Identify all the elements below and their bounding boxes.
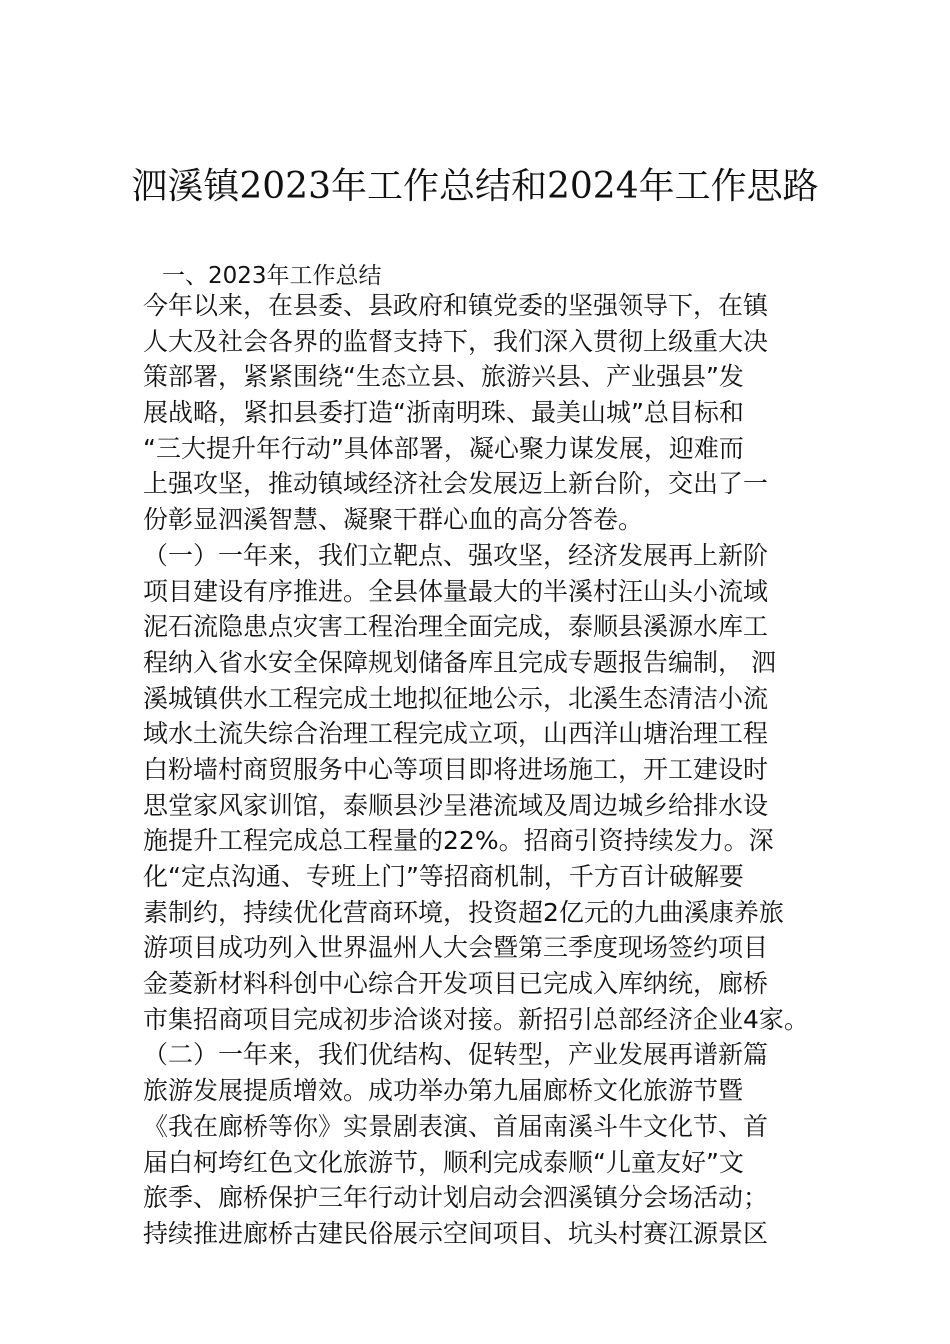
body-line: 项目建设有序推进。全县体量最大的半溪村汪山头小流域 bbox=[143, 576, 769, 606]
body-line: 素制约，持续优化营商环境，投资超2亿元的九曲溪康养旅 bbox=[143, 897, 784, 927]
body-line: 展战略，紧扣县委打造“浙南明珠、最美山城”总目标和 bbox=[143, 398, 744, 428]
body-line: 思堂家风家训馆，泰顺县沙呈港流域及周边城乡给排水设 bbox=[143, 790, 769, 820]
body-line: 市集招商项目完成初步洽谈对接。新招引总部经济企业4家。 bbox=[143, 1004, 809, 1034]
body-line: 持续推进廊桥古建民俗展示空间项目、坑头村赛江源景区 bbox=[143, 1218, 769, 1248]
body-line: 程纳入省水安全保障规划储备库且完成专题报告编制， 泗 bbox=[143, 647, 776, 677]
body-line: 溪城镇供水工程完成土地拟征地公示，北溪生态清洁小流 bbox=[143, 683, 769, 713]
body-line: 上强攻坚，推动镇域经济社会发展迈上新台阶，交出了一 bbox=[143, 469, 769, 499]
body-line: 人大及社会各界的监督支持下，我们深入贯彻上级重大决 bbox=[143, 326, 769, 356]
body-line: 旅季、廊桥保护三年行动计划启动会泗溪镇分会场活动； bbox=[143, 1183, 769, 1213]
body-line: 金菱新材料科创中心综合开发项目已完成入库纳统，廊桥 bbox=[143, 969, 769, 999]
body-line: 泥石流隐患点灾害工程治理全面完成，泰顺县溪源水库工 bbox=[143, 612, 769, 642]
body-line: 份彰显泗溪智慧、凝聚干群心血的高分答卷。 bbox=[143, 505, 644, 535]
body-line: 策部署，紧紧围绕“生态立县、旅游兴县、产业强县”发 bbox=[143, 362, 744, 392]
body-line: （一）一年来，我们立靶点、强攻坚，经济发展再上新阶 bbox=[143, 540, 769, 570]
body-line: 域水土流失综合治理工程完成立项，山西洋山塘治理工程 bbox=[143, 719, 769, 749]
body-line: 届白柯垮红色文化旅游节，顺利完成泰顺“儿童友好”文 bbox=[143, 1147, 744, 1177]
body-line: 白粉墙村商贸服务中心等项目即将进场施工，开工建设时 bbox=[143, 754, 769, 784]
section-heading: 一、2023年工作总结 bbox=[162, 263, 382, 289]
body-line: “三大提升年行动”具体部署，凝心聚力谋发展，迎难而 bbox=[143, 433, 744, 463]
document-title: 泗溪镇2023年工作总结和2024年工作思路 bbox=[131, 166, 819, 207]
body-line: 游项目成功列入世界温州人大会暨第三季度现场签约项目 bbox=[143, 933, 769, 963]
body-line: 化“定点沟通、专班上门”等招商机制，千方百计破解要 bbox=[143, 862, 744, 891]
body-line: （二）一年来，我们优结构、促转型，产业发展再谱新篇 bbox=[143, 1040, 769, 1070]
body-line: 《我在廊桥等你》实景剧表演、首届南溪斗牛文化节、首 bbox=[143, 1111, 769, 1141]
body-line: 施提升工程完成总工程量的22%。招商引资持续发力。深 bbox=[143, 826, 774, 856]
body-line: 旅游发展提质增效。成功举办第九届廊桥文化旅游节暨 bbox=[143, 1076, 744, 1106]
body-text bbox=[143, 288, 843, 1252]
body-line: 今年以来，在县委、县政府和镇党委的坚强领导下，在镇 bbox=[143, 291, 769, 320]
